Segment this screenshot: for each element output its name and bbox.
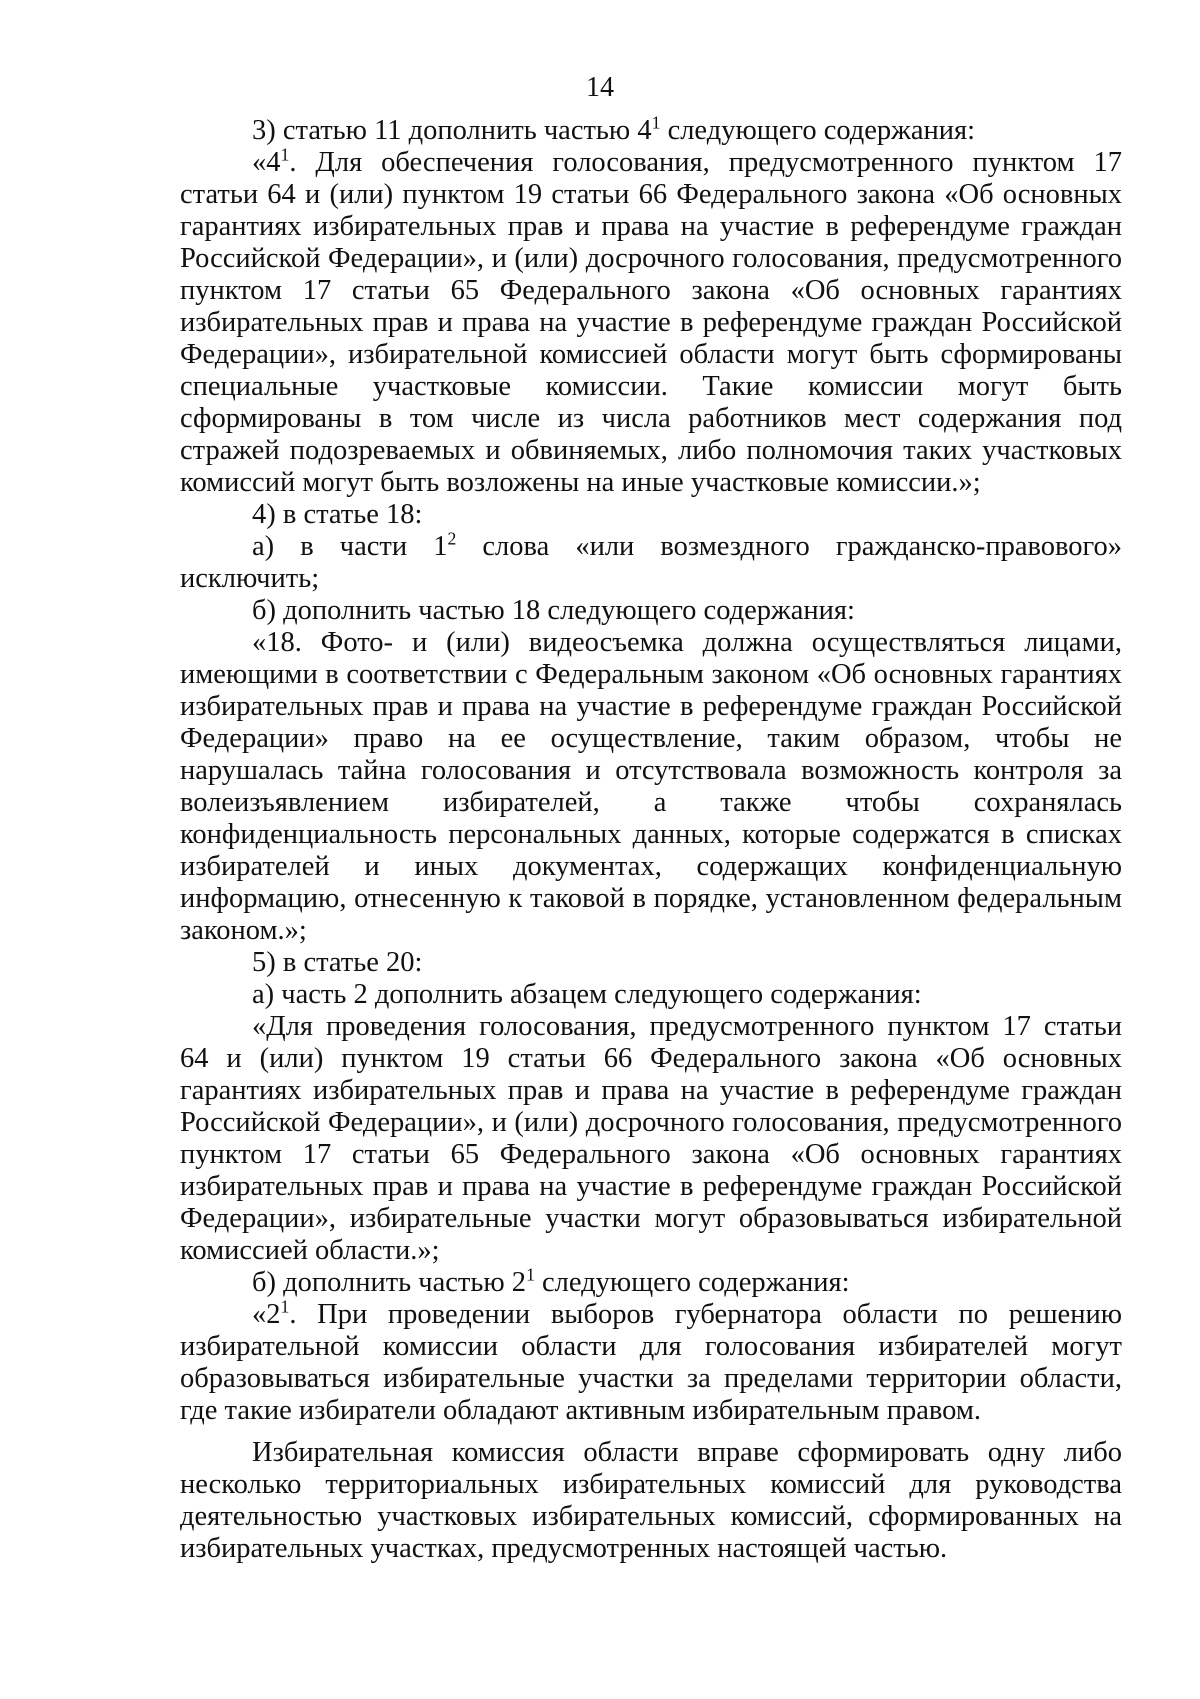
page-number: 14 xyxy=(586,72,614,103)
paragraph-part-4-1: «$4^1$. Для обеспечения голосования, предусмотренного пунктом 17 статьи 64 и (или) пунктом 19 статьи 66 Федерального закона «Об основных гарантиях избирательных прав и права на участие в референдуме граждан Российской Федерации», и (или) досрочного голосования, предусмотренного пунктом 17 статьи 65 Федерального закона «Об основных гарантиях избирательных прав и права на участие в референдуме граждан Российской Федерации», избирательной комиссией области могут быть сформированы специальные участковые комиссии. Такие комиссии могут быть сформированы в том числе из числа работников мест содержания под стражей подозреваемых и обвиняемых, либо полномочия таких участковых комиссий могут быть возложены на иные участковые комиссии.»; xyxy=(180,144,1122,498)
paragraph-article-11-item-3: 3) статью 11 дополнить частью $4^1$ следующего содержания: xyxy=(252,112,976,146)
document-body xyxy=(180,112,1122,1565)
paragraph-part-18: «18. Фото- и (или) видеосъемка должна осуществляться лицами, имеющими в соответствии с Федеральным законом «Об основных гарантиях избирательных прав и права на участие в референдуме граждан Российской Федерации» право на ее осуществление, таким образом, чтобы не нарушалась тайна голосования и отсутствовала возможность контроля за волеизъявлением избирателей, а также чтобы сохранялась конфиденциальность персональных данных, которые содержатся в списках избирателей и иных документах, содержащих конфиденциальную информацию, отнесенную к таковой в порядке, установленном федеральным законом.»; xyxy=(180,627,1122,946)
paragraph-article-20-sub-b: б) дополнить частью $2^1$ следующего содержания: xyxy=(252,1264,850,1298)
paragraph-territorial-commissions: Избирательная комиссия области вправе сформировать одну либо несколько территориальных избирательных комиссий для руководства деятельностью участковых избирательных комиссий, сформированных на избирательных участках, предусмотренных настоящей частью. xyxy=(180,1437,1122,1564)
paragraph-part-2-1: «$2^1$. При проведении выборов губернатора области по решению избирательной комиссии области для голосования избирателей могут образовываться избирательные участки за пределами территории области, где такие избиратели обладают активным избирательным правом. xyxy=(180,1296,1122,1426)
paragraph-article-20-item-5: 5) в статье 20: xyxy=(252,947,423,978)
paragraph-article-18-sub-b: б) дополнить частью 18 следующего содержания: xyxy=(252,595,855,626)
paragraph-article-18-sub-a: а) в части $1^2$ слова «или возмездного гражданско-правового» исключить; xyxy=(180,528,1122,594)
paragraph-part-2-addition: «Для проведения голосования, предусмотренного пунктом 17 статьи 64 и (или) пунктом 19 статьи 66 Федерального закона «Об основных гарантиях избирательных прав и права на участие в референдуме граждан Российской Федерации», и (или) досрочного голосования, предусмотренного пунктом 17 статьи 65 Федерального закона «Об основных гарантиях избирательных прав и права на участие в референдуме граждан Российской Федерации», избирательные участки могут образовываться избирательной комиссией области.»; xyxy=(180,1011,1122,1266)
paragraph-article-18-item-4: 4) в статье 18: xyxy=(252,499,423,530)
paragraph-article-20-sub-a: а) часть 2 дополнить абзацем следующего содержания: xyxy=(252,979,922,1010)
